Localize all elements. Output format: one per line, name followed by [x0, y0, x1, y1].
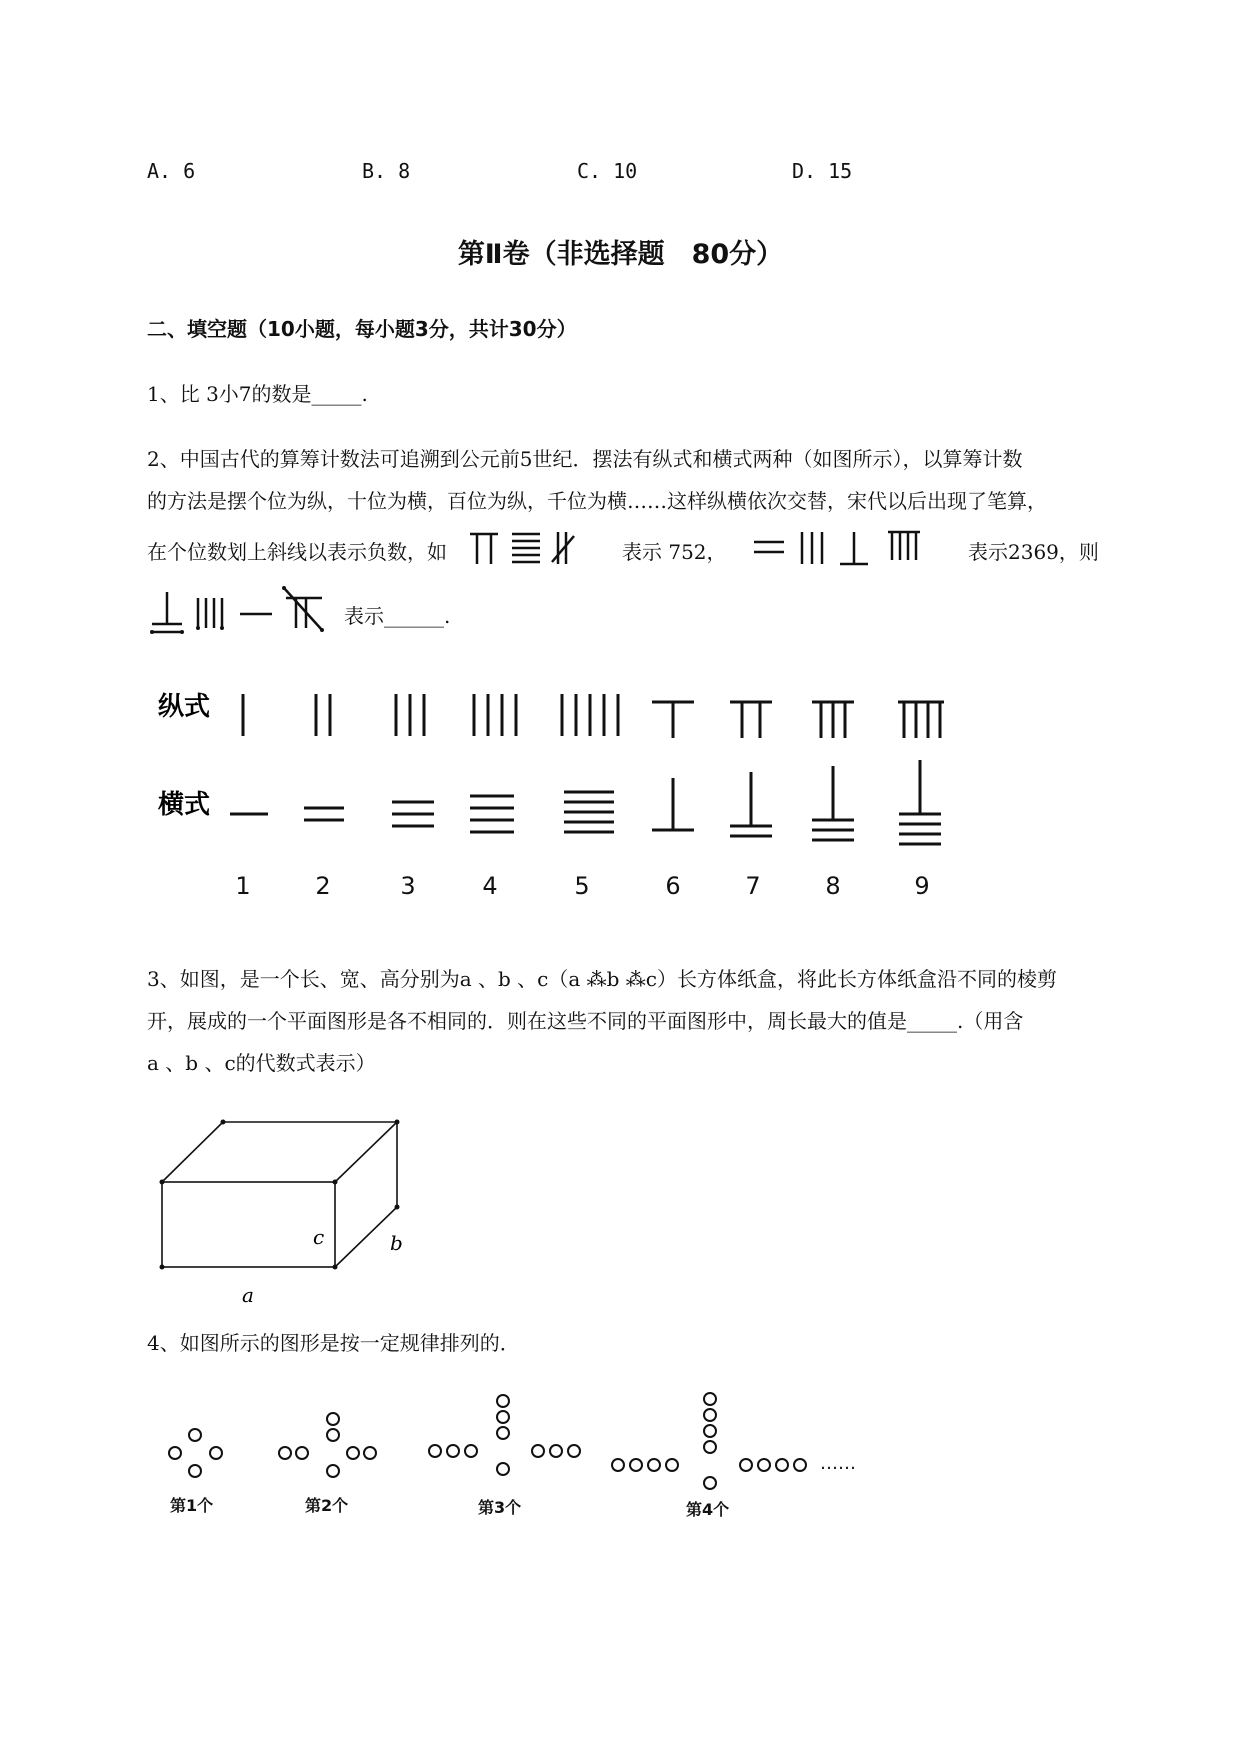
vertical-8: [812, 702, 854, 738]
rod-numeral-table: [150, 680, 970, 910]
question-2-line-1: 2、中国古代的算筹计数法可追溯到公元前5世纪．摆法有纵式和横式两种（如图所示），以算筹计数: [147, 447, 1023, 471]
label-b: b: [390, 1231, 403, 1255]
digit-7: 7: [745, 872, 761, 900]
vertical-3: [396, 694, 424, 736]
option-b: B. 8: [362, 159, 411, 183]
question-3-line-2: 开，展成的一个平面图形是各不相同的．则在这些不同的平面图形中，周长最大的值是_____.（用含: [147, 1009, 1024, 1033]
option-a: A. 6: [147, 159, 196, 183]
pattern-label-3: 第3个: [478, 1498, 522, 1517]
question-1: 1、比 3小7的数是_____.: [147, 382, 368, 406]
ellipsis: ……: [820, 1453, 856, 1474]
question-2-line-3b: 表示 752，: [622, 540, 727, 564]
digit-6: 6: [665, 872, 681, 900]
pattern-label-1: 第1个: [170, 1496, 214, 1515]
circle-pattern-figure: [150, 1385, 870, 1525]
pattern-label-4: 第4个: [686, 1500, 730, 1519]
vertical-7: [730, 702, 772, 738]
digit-1: 1: [235, 872, 251, 900]
row-label-vertical: 纵式: [158, 692, 211, 722]
row-label-horizontal: 横式: [158, 790, 211, 820]
question-3-line-1: 3、如图，是一个长、宽、高分别为a 、b 、c（a ⁂b ⁂c）长方体纸盒，将此长方体纸盒沿不同的棱剪: [147, 967, 1058, 991]
horizontal-9: [899, 760, 941, 844]
digit-2: 2: [315, 872, 331, 900]
horizontal-7: [730, 772, 772, 836]
question-2-line-2: 的方法是摆个位为纵，十位为横，百位为纵，千位为横……这样纵横依次交替，宋代以后出现了笔算，: [147, 489, 1047, 513]
option-c: C. 10: [577, 159, 638, 183]
vertical-5: [562, 694, 618, 736]
question-4: 4、如图所示的图形是按一定规律排列的．: [147, 1331, 520, 1355]
rod-example-2369: [752, 528, 952, 568]
digit-3: 3: [400, 872, 416, 900]
rod-example-question: [150, 584, 328, 634]
horizontal-6: [652, 778, 694, 830]
vertical-9: [898, 702, 944, 738]
vertical-4: [474, 694, 516, 736]
vertical-6: [652, 702, 694, 738]
cuboid-diagram: [150, 1110, 430, 1307]
vertical-2: [316, 694, 330, 736]
section-heading: 二、填空题（10小题，每小题3分，共计30分）: [147, 317, 577, 341]
question-2-line-3a: 在个位数划上斜线以表示负数，如: [147, 540, 447, 564]
horizontal-5: [564, 792, 614, 832]
rod-example-752: [468, 528, 608, 568]
option-d: D. 15: [792, 159, 853, 183]
label-c: c: [313, 1225, 325, 1249]
question-2-line-3c: 表示2369，则: [968, 540, 1099, 564]
digit-5: 5: [574, 872, 590, 900]
digit-9: 9: [914, 872, 930, 900]
digit-8: 8: [825, 872, 841, 900]
horizontal-2: [304, 808, 344, 820]
question-2-line-4: 表示______.: [344, 604, 451, 628]
question-3-line-3: a 、b 、c的代数式表示）: [147, 1051, 376, 1075]
horizontal-3: [392, 802, 434, 826]
part-title: 第Ⅱ卷（非选择题 80分）: [457, 239, 784, 270]
digit-4: 4: [482, 872, 498, 900]
pattern-label-2: 第2个: [305, 1496, 349, 1515]
horizontal-8: [812, 766, 854, 840]
horizontal-4: [470, 796, 514, 832]
label-a: a: [242, 1283, 254, 1307]
